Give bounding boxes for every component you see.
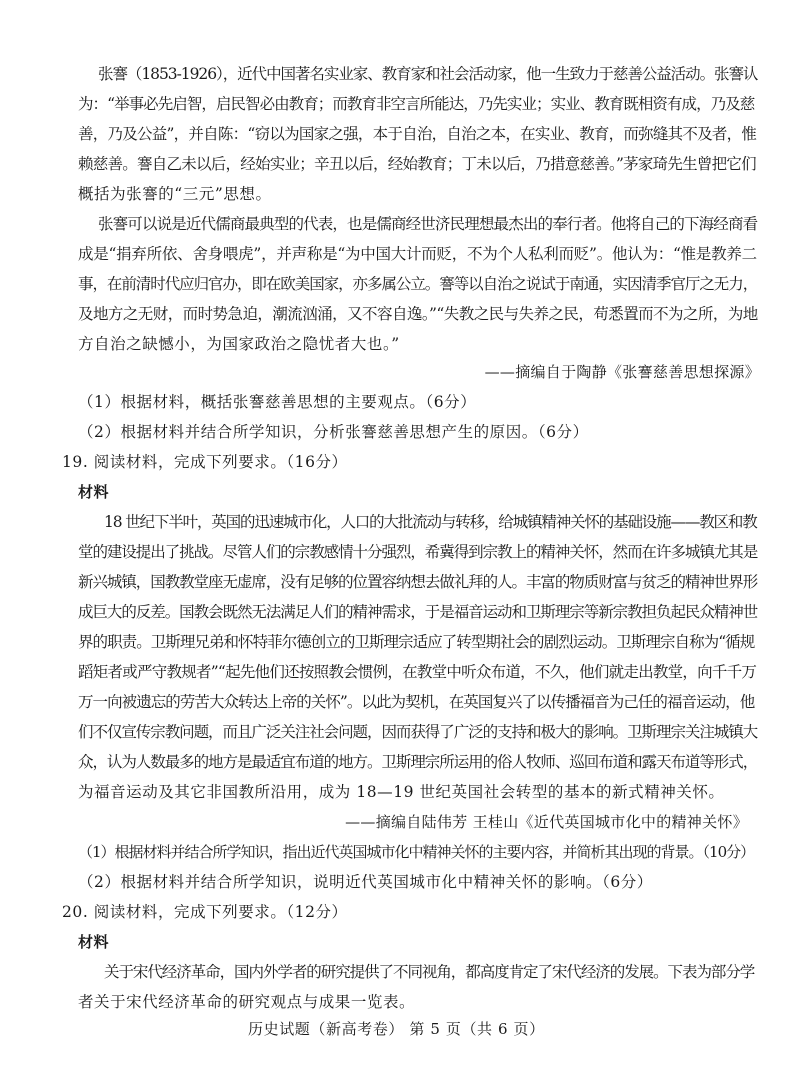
question20-line-1: 关于宋代经济革命，国内外学者的研究提供了不同视角，都高度肯定了宋代经济的发展。下表为部分学: [104, 963, 755, 981]
question20-title: 20. 阅读材料，完成下列要求。（12分）: [62, 903, 348, 921]
passage18-source: ——摘编自于陶静《张謇慈善思想探源》: [484, 363, 760, 381]
question19-line-6: 蹈矩者或严守教规者”“起先他们还按照教会惯例，在教堂中听众布道，不久，他们就走出教堂，向千千万: [78, 663, 757, 681]
question20-line-2: 者关于宋代经济革命的研究观点与成果一览表。: [78, 993, 416, 1011]
passage18-p2-line-5: 方自治之缺憾小，为国家政治之隐忧者大也。”: [78, 335, 400, 353]
passage18-p2-line-2: 成是“捐弃所依、舍身喂虎”，并声称是“为中国大计而贬，不为个人私利而贬”。他认为：“惟是教养二: [78, 245, 757, 263]
question19-line-2: 堂的建设提出了挑战。尽管人们的宗教感情十分强烈，希冀得到宗教上的精神关怀，然而在许多城镇尤其是: [78, 543, 758, 561]
passage18-p1-line-2: 为：“举事必先启智，启民智必由教育；而教育非空言所能达，乃先实业；实业、教育既相资有成，乃及慈: [78, 95, 755, 113]
question20-material-label: 材料: [78, 933, 110, 951]
question19-title: 19. 阅读材料，完成下列要求。（16分）: [62, 453, 348, 471]
question19-line-10: 为福音运动及其它非国教所沿用，成为 18—19 世纪英国社会转型的基本的新式精神关怀。: [78, 783, 725, 801]
question19-line-9: 众，认为人数最多的地方是最适宜布道的地方。卫斯理宗所运用的俗人牧师、巡回布道和露天布道等形式，: [78, 753, 758, 771]
passage18-p1-line-1: 张謇（1853-1926），近代中国著名实业家、教育家和社会活动家，他一生致力于慈善公益活动。张謇认: [98, 65, 758, 83]
page-footer: 历史试题（新高考卷） 第 5 页（共 6 页）: [248, 1020, 545, 1038]
question19-sub2: （2）根据材料并结合所学知识，说明近代英国城市化中精神关怀的影响。（6分）: [78, 873, 653, 891]
question19-line-4: 成巨大的反差。国教会既然无法满足人们的精神需求，于是福音运动和卫斯理宗等新宗教担负起民众精神世: [78, 603, 758, 621]
question19-line-1: 18 世纪下半叶，英国的迅速城市化，人口的大批流动与转移，给城镇精神关怀的基础设施——教区和教: [104, 513, 757, 531]
question19-line-8: 们不仅宣传宗教问题，而且广泛关注社会问题，因而获得了广泛的支持和极大的影响。卫斯理宗关注城镇大: [78, 723, 758, 741]
passage18-p2-line-3: 事，在前清时代应归官办，即在欧美国家，亦多属公立。謇等以自治之说试于南通，实因清季官厅之无力，: [78, 275, 758, 293]
passage18-p2-line-4: 及地方之无财，而时势急迫，潮流汹涌，又不容自逸。”“失教之民与失养之民，苟悉置而不为之所，为地: [78, 305, 758, 323]
question19-sub1: （1）根据材料并结合所学知识，指出近代英国城市化中精神关怀的主要内容，并简析其出现的背景。（10分）: [78, 843, 755, 861]
passage18-p1-line-5: 概括为张謇的“三元”思想。: [78, 185, 272, 203]
question19-line-3: 新兴城镇，国教教堂座无虚席，没有足够的位置容纳想去做礼拜的人。丰富的物质财富与贫乏的精神世界形: [78, 573, 758, 591]
question18-sub2: （2）根据材料并结合所学知识，分析张謇慈善思想产生的原因。（6分）: [78, 423, 589, 441]
question19-source: ——摘编自陆伟芳 王桂山《近代英国城市化中的精神关怀》: [345, 813, 748, 831]
question19-line-7: 万一向被遗忘的劳苦大众转达上帝的关怀”。以此为契机，在英国复兴了以传播福音为己任的福音运动，他: [78, 693, 755, 711]
passage18-p1-line-3: 善，乃及公益”，并自陈：“窃以为国家之强，本于自治，自治之本，在实业、教育，而弥缝其不及者，惟: [78, 125, 757, 143]
question19-material-label: 材料: [78, 483, 110, 501]
question18-sub1: （1）根据材料，概括张謇慈善思想的主要观点。（6分）: [78, 393, 477, 411]
passage18-p2-line-1: 张謇可以说是近代儒商最典型的代表，也是儒商经世济民理想最杰出的奉行者。他将自己的下海经商看: [98, 215, 758, 233]
passage18-p1-line-4: 赖慈善。謇自乙未以后，经始实业；辛丑以后，经始教育；丁未以后，乃措意慈善。”茅家琦先生曾把它们: [78, 155, 756, 173]
question19-line-5: 界的职责。卫斯理兄弟和怀特菲尔德创立的卫斯理宗适应了转型期社会的剧烈运动。卫斯理宗自称为“循规: [78, 633, 755, 651]
